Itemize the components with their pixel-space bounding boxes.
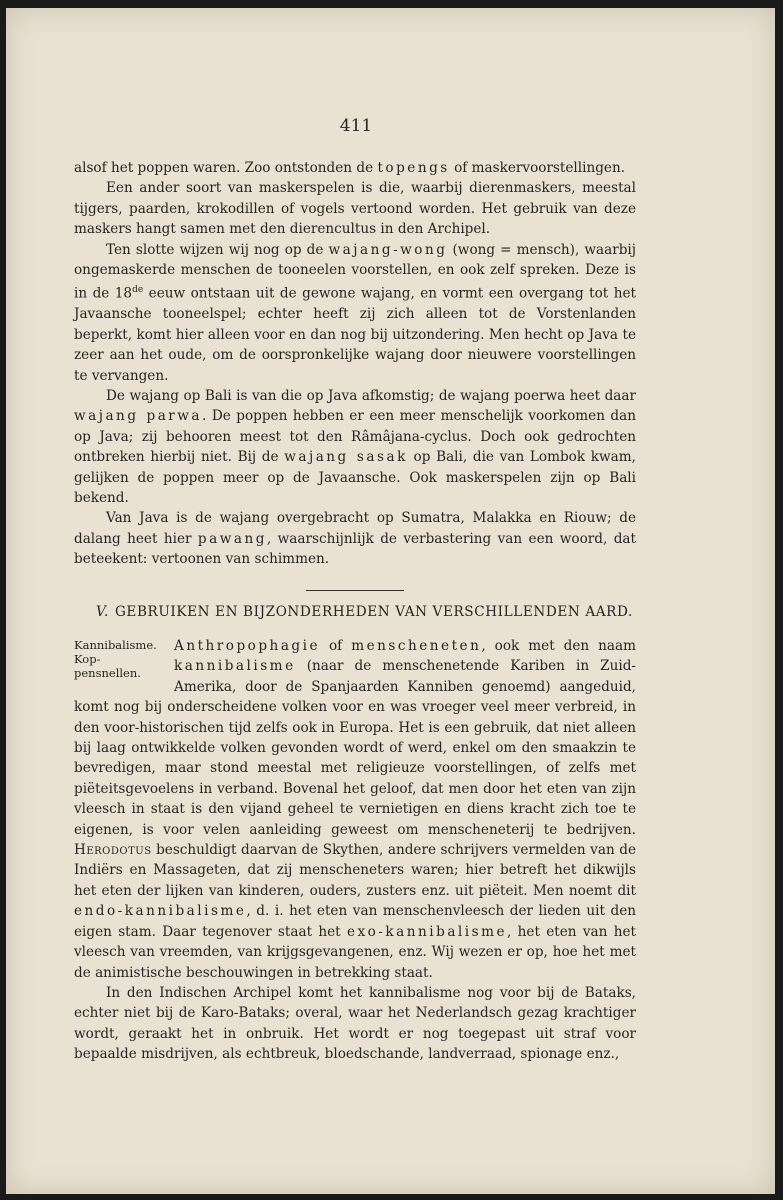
text-block-bottom	[74, 636, 636, 1065]
margin-note: Kannibalisme. Koppensnellen.	[74, 638, 157, 680]
paragraph: Van Java is de wajang overgebracht op Sumatra, Malakka en Riouw; de dalang heet hier pawang, waarschijnlijk de verbastering van een woord, dat beteekent: vertoonen van schimmen.	[74, 510, 636, 568]
paragraph: Een ander soort van maskerspelen is die, waarbij dierenmaskers, meestal tijgers, paarden, krokodillen of vogels vertoond worden. Het gebruik van deze maskers hangt samen met den dierencultus in den Archipel.	[74, 180, 636, 238]
page-number: 411	[339, 116, 373, 136]
text-block-top	[74, 158, 636, 570]
paragraph: In den Indischen Archipel komt het kannibalisme nog voor bij de Bataks, echter niet bij de Karo-Bataks; overal, waar het Nederlandsch gezag krachtiger wordt, geraakt het in onbruik. Het wordt er nog toegepast uit straf voor bepaalde misdrijven, als echtbreuk, bloedschande, landverraad, spionage enz.,	[74, 984, 636, 1063]
section-heading: V. GEBRUIKEN EN BIJZONDERHEDEN VAN VERSCHILLENDEN AARD.	[96, 604, 633, 620]
section-divider	[306, 590, 404, 591]
paragraph: alsof het poppen waren. Zoo ontstonden de topengs of maskervoorstellingen.	[74, 160, 626, 176]
book-page	[6, 8, 775, 1194]
paragraph: De wajang op Bali is van die op Java afkomstig; de wajang poerwa heet daar wajang parwa. De poppen hebben er een meer menschelijk voorkomen dan op Java; zij behooren meest tot den Râmâjana-cyclus. Doch ook gedrochten ontbreken hierbij niet. Bij de wajang sasak op Bali, die van Lombok kwam, gelijken de poppen meer op de Javaansche. Ook maskerspelen zijn op Bali bekend.	[74, 388, 636, 507]
paragraph: Anthropophagie of menscheneten, ook met den naam kannibalisme (naar de menschenetende Kariben in Zuid-Amerika, door de Spanjaarden Kanniben genoemd) aangeduid, komt nog bij onderscheidene volken voor en was vroeger veel meer verbreid, in den voor-historischen tijd zelfs ook in Europa. Het is een gebruik, dat niet alleen bij laag ontwikkelde volken gevonden wordt of werd, enkel om den smaakzin te bevredigen, maar stond meestal met religieuze voorstellingen, of zelfs met piëteitsgevoelens in verband. Bovenal het geloof, dat men door het eten van zijn vleesch in staat is den vijand geheel te vernietigen en diens kracht zich toe te eigenen, is voor velen aanleiding geweest om menscheneterij te bedrijven. Herodotus beschuldigt daarvan de Skythen, andere schrijvers vermelden van de Indiërs en Massageten, dat zij menscheneters waren; hier betreft het dikwijls het eten der lijken van kinderen, ouders, zusters enz. uit piëteit. Men noemt dit endo-kannibalisme, d. i. het eten van menschenvleesch der lieden uit den eigen stam. Daar tegenover staat het exo-kannibalisme, het eten van het vleesch van vreemden, van krijgsgevangenen, enz. Wij wezen er op, hoe het met de animistische beschouwingen in betrekking staat.	[74, 638, 637, 981]
paragraph: Ten slotte wijzen wij nog op de wajang-wong (wong = mensch), waarbij ongemaskerde menschen de tooneelen voorstellen, en ook zelf spreken. Deze is in de 18de eeuw ontstaan uit de gewone wajang, en vormt een overgang tot het Javaansche tooneelspel; echter heeft zij zich alleen tot de Vorstenlanden beperkt, komt hier alleen voor en dan nog bij uitzondering. Men hecht op Java te zeer aan het oude, om de oorspronkelijke wajang door nieuwere voorstellingen te vervangen.	[74, 241, 636, 384]
